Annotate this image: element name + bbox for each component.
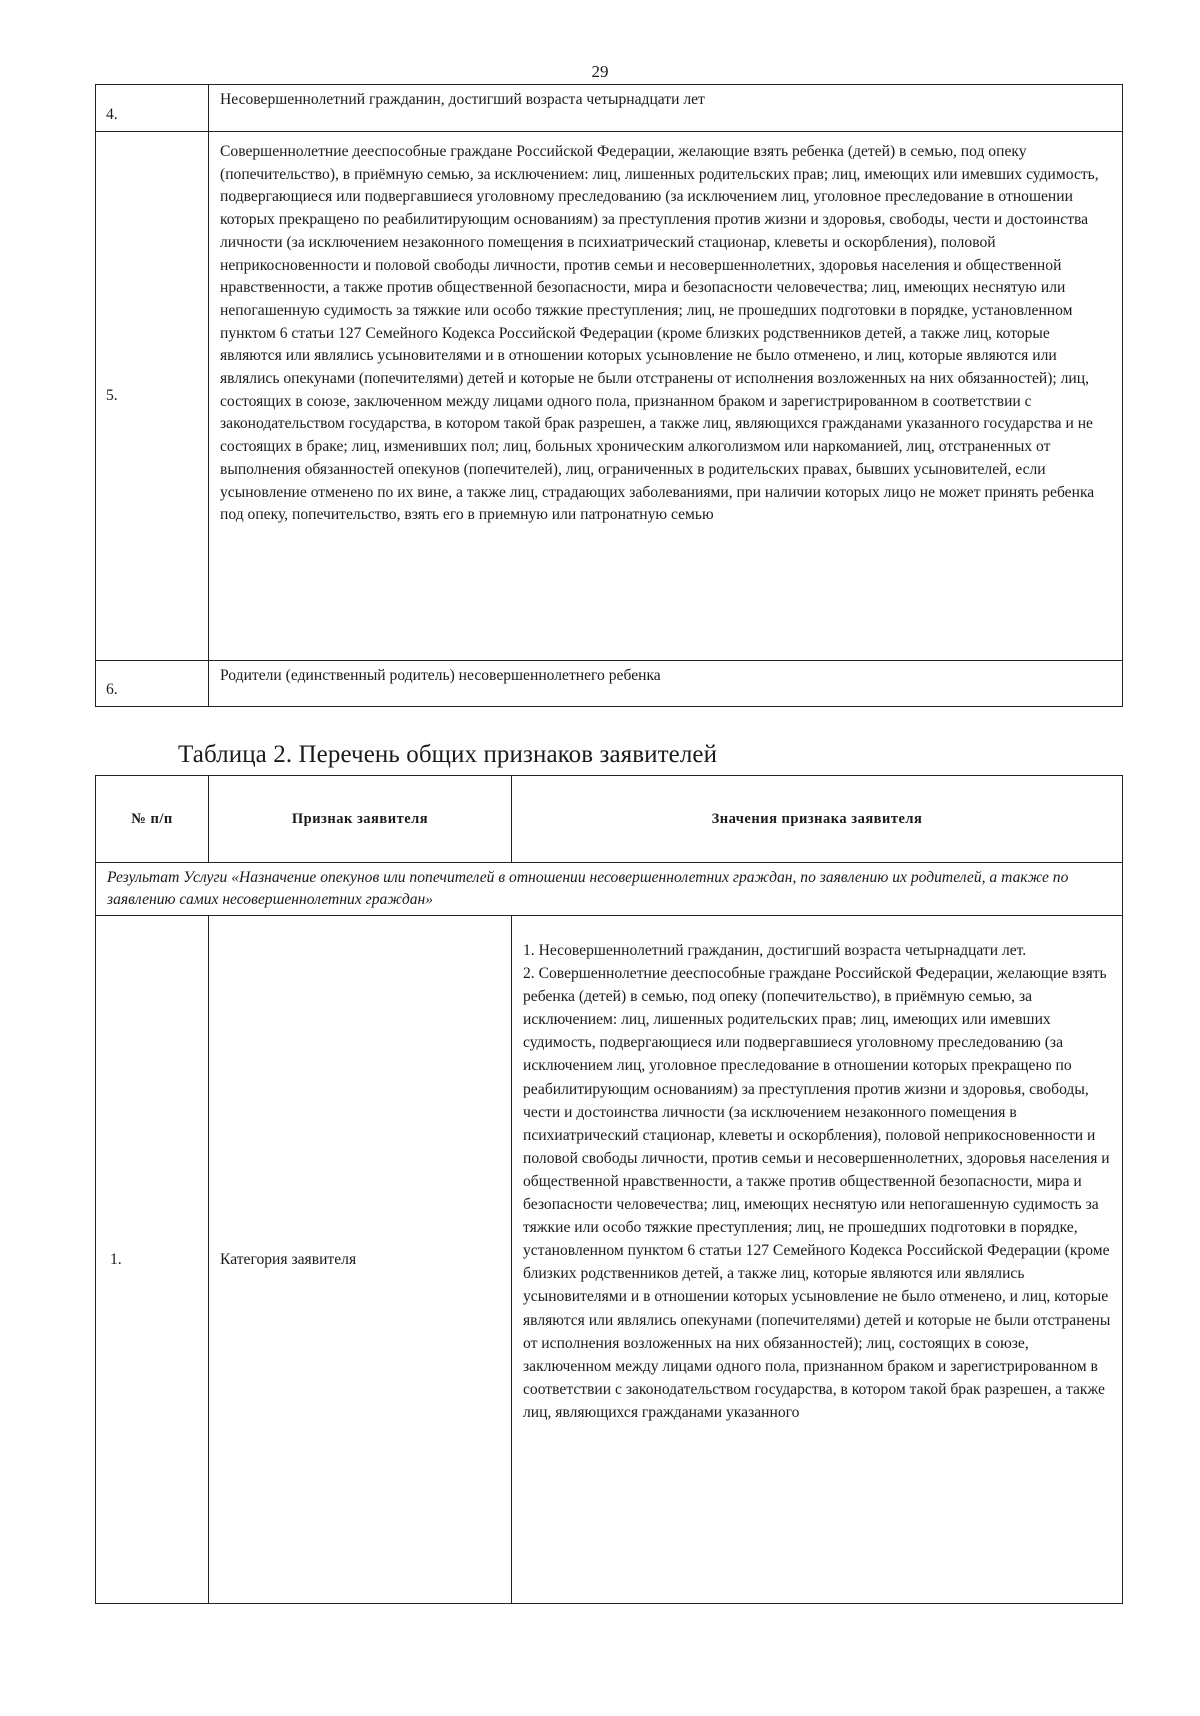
table-row bbox=[96, 916, 1123, 1604]
row-number: 6. bbox=[96, 661, 209, 707]
row-text: Несовершеннолетний гражданин, достигший возраста четырнадцати лет bbox=[209, 85, 1123, 132]
applicant-signs-table bbox=[95, 775, 1123, 1604]
header-num: № п/п bbox=[96, 776, 209, 863]
page-number: 29 bbox=[591, 62, 609, 81]
table-caption: Таблица 2. Перечень общих признаков заявителей bbox=[178, 741, 718, 768]
table-row bbox=[96, 661, 1123, 707]
service-result: Результат Услуги «Назначение опекунов или попечителей в отношении несовершеннолетних граждан, по заявлению их родителей, а также по заявлению самих несовершеннолетних граждан» bbox=[96, 863, 1123, 916]
header-value: Значения признака заявителя bbox=[512, 776, 1123, 863]
row-number: 5. bbox=[96, 132, 209, 661]
header-row bbox=[96, 776, 1123, 863]
row-number: 4. bbox=[96, 85, 209, 132]
row-text: Совершеннолетние дееспособные граждане Российской Федерации, желающие взять ребенка (детей) в семью, под опеку (попечительство), в приёмную семью, за исключением: лиц, лишенных родительских прав; лиц, имеющих или имевших судимость, подвергающиеся или подвергавшиеся уголовному преследованию (за исключением лиц, уголовное преследование в отношении которых прекращено по реабилитирующим основаниям) за преступления против жизни и здоровья, свободы, чести и достоинства личности (за исключением незаконного помещения в психиатрический стационар, клеветы и оскорбления), половой неприкосновенности и половой свободы личности, против семьи и несовершеннолетних, здоровья населения и общественной нравственности, а также против общественной безопасности, мира и безопасности человечества; лиц, имеющих неснятую или непогашенную судимость за тяжкие или особо тяжкие преступления; лиц, не прошедших подготовки в порядке, установленном пунктом 6 статьи 127 Семейного Кодекса Российской Федерации (кроме близких родственников детей, а также лиц, которые являются или являлись усыновителями и в отношении которых усыновление не было отменено, и лиц, которые являются или являлись опекунами (попечителями) детей и которые не были отстранены от исполнения возложенных на них обязанностей); лиц, состоящих в союзе, заключенном между лицами одного пола, признанном браком и зарегистрированном в соответствии с законодательством государства, в котором такой брак разрешен, а также лиц, являющихся гражданами указанного государства и не состоящих в браке; лиц, изменивших пол; лиц, больных хроническим алкоголизмом или наркоманией, лиц, отстраненных от выполнения обязанностей опекунов (попечителей), лиц, ограниченных в родительских правах, бывших усыновителей, если усыновление отменено по их вине, а также лиц, страдающих заболеваниями, при наличии которых лицо не может принять ребенка под опеку, попечительство, взять его в приемную или патронатную семью bbox=[209, 132, 1123, 661]
applicant-sign-value: 1. Несовершеннолетний гражданин, достигший возраста четырнадцати лет. 2. Совершеннолетние дееспособные граждане Российской Федерации, желающие взять ребенка (детей) в семью, под опеку (попечительство), в приёмную семью, за исключением: лиц, лишенных родительских прав; лиц, имеющих или имевших судимость, подвергающиеся или подвергавшиеся уголовному преследованию (за исключением лиц, уголовное преследование в отношении которых прекращено по реабилитирующим основаниям) за преступления против жизни и здоровья, свободы, чести и достоинства личности (за исключением незаконного помещения в психиатрический стационар, клеветы и оскорбления), половой неприкосновенности и половой свободы личности, против семьи и несовершеннолетних, здоровья населения и общественной нравственности, а также против общественной безопасности, мира и безопасности человечества; лиц, имеющих неснятую или непогашенную судимость за тяжкие или особо тяжкие преступления; лиц, не прошедших подготовки в порядке, установленном пунктом 6 статьи 127 Семейного Кодекса Российской Федерации (кроме близких родственников детей, а также лиц, которые являются или являлись усыновителями и в отношении которых усыновление не было отменено, и лиц, которые являются или являлись опекунами (попечителями) детей и которые не были отстранены от исполнения возложенных на них обязанностей); лиц, состоящих в союзе, заключенном между лицами одного пола, признанном браком и зарегистрированном в соответствии с законодательством государства, в котором такой брак разрешен, а также лиц, являющихся гражданами указанного bbox=[512, 916, 1123, 1604]
result-row bbox=[96, 863, 1123, 916]
row-number: 1. bbox=[96, 916, 209, 1604]
table-row bbox=[96, 85, 1123, 132]
row-text: Родители (единственный родитель) несовершеннолетнего ребенка bbox=[209, 661, 1123, 707]
applicant-sign: Категория заявителя bbox=[209, 916, 512, 1604]
header-sign: Признак заявителя bbox=[209, 776, 512, 863]
continuation-table bbox=[95, 84, 1123, 707]
table-row bbox=[96, 132, 1123, 661]
